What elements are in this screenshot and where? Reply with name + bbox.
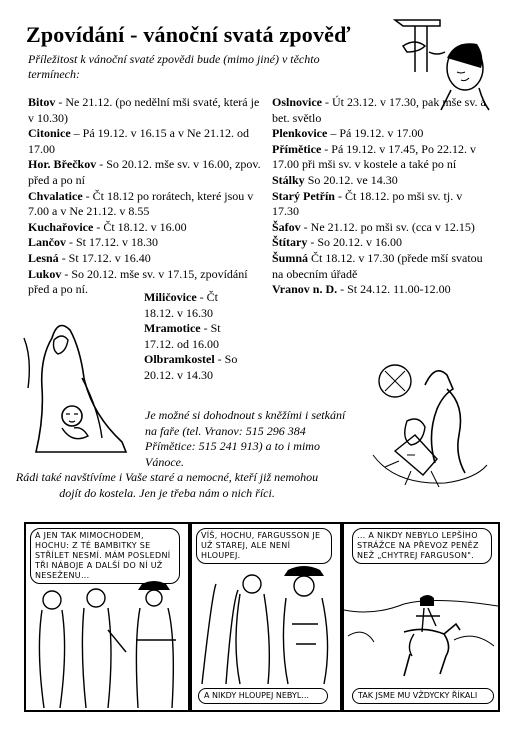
schedule-right-column [272,95,492,298]
schedule-middle-column [144,290,244,384]
schedule-entry: Citonice – Pá 19.12. v 16.15 a v Ne 21.12. od 17.00 [28,126,249,156]
page-title: Zpovídání - vánoční svatá zpověď [26,22,351,47]
schedule-entry: Lukov - So 20.12. mše sv. v 17.15, zpovídání před a po ní. [28,266,248,297]
schedule-entry: Kuchařovice - Čt 18.12. v 16.00 [28,219,187,234]
schedule-entry: Přímětice - Pá 19.12. v 17.45, Po 22.12. v 17.00 při mši sv. v kostele a také po ní [272,141,476,172]
schedule-entry: Olbramkostel - So 20.12. v 14.30 [144,352,238,382]
comic-speech-bubble: VÍŠ, HOCHU, FARGUSSON JE UŽ STAREJ, ALE NENÍ HLOUPEJ. [196,528,332,564]
schedule-entry: Plenkovice – Pá 19.12. v 17.00 [272,126,424,141]
comic-panel-2 [190,522,342,712]
contact-note: Je možné si dohodnout s kněžími i setkání na faře (tel. Vranov: 515 296 384 Přímětice: 515 241 913) a to i mimo Vánoce. [145,408,346,469]
intro-text: Příležitost k vánoční svaté zpovědi bude (mimo jiné) v těchto termínech: [28,52,320,81]
cowboy-figures-drawing [192,564,340,688]
comic-caption: A NIKDY HLOUPEJ NEBYL... [198,688,328,704]
schedule-entry: Lesná - St 17.12. v 16.40 [28,250,151,265]
schedule-left-column [28,95,266,298]
schedule-entry: Bitov - Ne 21.12. (po nedělní mši svaté, která je v 10.30) [28,95,260,125]
schedule-entry: Oslnovice - Út 23.12. v 17.30, pak mše sv. a bet. světlo [272,95,486,125]
schedule-entry: Štítary - So 20.12. v 16.00 [272,235,402,250]
visit-note: Rádi také navštívíme i Vaše staré a nemocné, kteří již nemohou dojít do kostela. Jen je třeba nám o nich říci. [15,470,319,500]
rider-on-horse-drawing [344,576,498,686]
schedule-entry: Šumná Čt 18.12. v 17.30 (přede mší svatou na obecním úřadě [272,250,483,281]
comic-speech-bubble: A JEN TAK MIMOCHODEM, HOCHU: Z TÉ BAMBITKY SE STŘÍLET NESMÍ. MÁM POSLEDNÍ TŘI NÁBOJE A DALŠÍ DO NÍ UŽ NESEŽENU... [30,528,180,584]
nativity-illustration [355,355,495,495]
schedule-entry: Lančov - St 17.12. v 18.30 [28,235,159,250]
schedule-entry: Šafov - Ne 21.12. po mši sv. (cca v 12.15) [272,219,475,234]
comic-speech-bubble: ... A NIKDY NEBYLO LEPŠÍHO STRÁŽCE NA PŘEVOZ PENĚZ NEŽ „CHYTREJ FARGUSON". [352,528,492,564]
schedule-entry: Stálky So 20.12. ve 14.30 [272,172,398,187]
comic-panel-3 [342,522,500,712]
schedule-entry: Mramotice - St 17.12. od 16.00 [144,321,221,351]
madonna-illustration [22,318,134,458]
schedule-entry: Vranov n. D. - St 24.12. 11.00-12.00 [272,282,451,297]
schedule-entry: Miličovice - Čt 18.12. v 16.30 [144,290,218,320]
schedule-entry: Starý Petřín - Čt 18.12. po mši sv. tj. v 17.30 [272,188,463,219]
schedule-entry: Chvalatice - Čt 18.12 po rorátech, které jsou v 7.00 a v Ne 21.12. v 8.55 [28,188,254,219]
cowboy-figures-drawing [26,580,186,710]
schedule-entry: Hor. Břečkov - So 20.12. mše sv. v 16.00, zpov. před a po ní [28,157,261,187]
comic-panel-1 [24,522,190,712]
comic-caption: TAK JSME MU VŽDYCKY ŘÍKALI [352,688,494,704]
